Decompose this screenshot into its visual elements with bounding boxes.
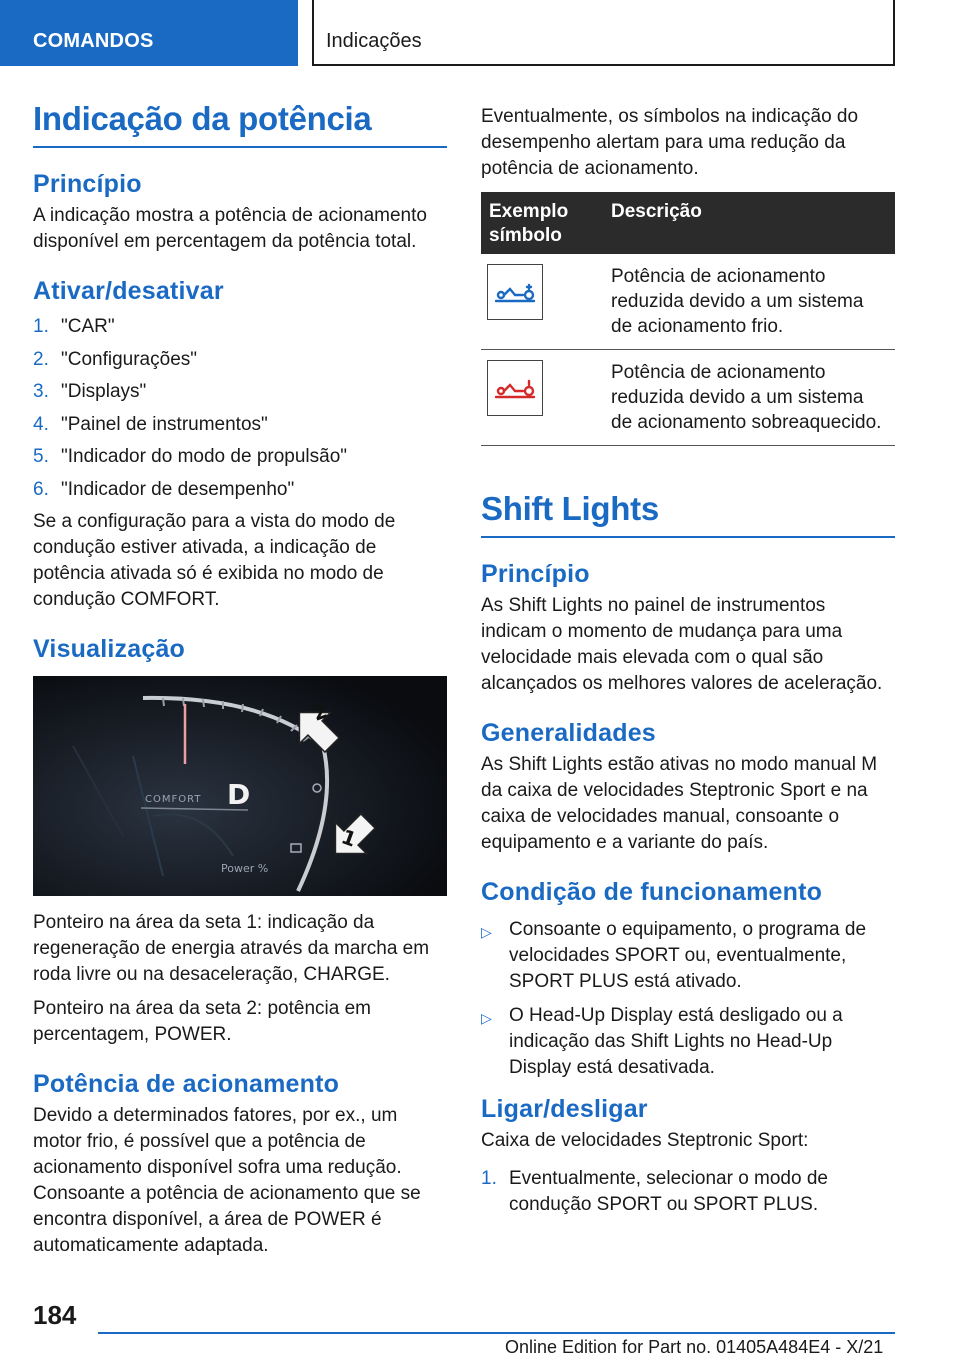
- list-item: [33, 314, 447, 340]
- right-column: [481, 104, 895, 1225]
- table-row: [481, 350, 895, 446]
- drivetrain-overheat-icon: [487, 360, 543, 416]
- visual-text-1: Ponteiro na área da seta 1: indicação da regeneração de energia através da marcha em roda livre ou na desaceleração, CHARGE.: [33, 912, 430, 985]
- ligar-text: Caixa de velocidades Steptronic Sport:: [481, 1130, 809, 1151]
- footer-edition: Online Edition for Part no. 01405A484E4 - X/21: [505, 1337, 884, 1357]
- step-number: 1.: [481, 1168, 497, 1189]
- ligar-heading: Ligar/desligar: [481, 1095, 648, 1123]
- step-number: 1.: [33, 316, 49, 337]
- left-column: [33, 100, 447, 1267]
- list-item: [481, 1166, 895, 1218]
- general-heading: Generalidades: [481, 719, 656, 747]
- list-item: [33, 379, 447, 405]
- table-cell-icon: [481, 350, 603, 446]
- page-title: Indicação da potência: [33, 100, 447, 148]
- step-text: "Configurações": [61, 348, 198, 370]
- principio-text: A indicação mostra a potência de acionamento disponível em percentagem da potência total.: [33, 205, 427, 252]
- triangle-bullet-icon: ▷: [481, 1010, 492, 1026]
- cond-list: [481, 917, 895, 1081]
- visual-heading: Visualização: [33, 635, 186, 663]
- ligar-steps: [481, 1166, 895, 1218]
- arrow-2-label: 2: [309, 698, 331, 726]
- table-cell-description: Potência de acionamento reduzida devido a um sistema de acionamento sobreaquecido.: [603, 350, 895, 446]
- chapter-tab: [312, 0, 895, 66]
- visual-text-2: Ponteiro na área da seta 2: potência em percentagem, POWER.: [33, 998, 372, 1045]
- principio-text-2: As Shift Lights no painel de instrumentos indicam o momento de mudança para uma velocidade mais elevada com o qual são alcançados os melhores valores de aceleração.: [481, 595, 883, 694]
- principio-heading: Princípio: [33, 170, 142, 198]
- table-header-row: [481, 192, 895, 254]
- list-item: [481, 1003, 895, 1081]
- list-item: [481, 917, 895, 995]
- section-tab: [0, 0, 298, 66]
- drivetrain-cold-icon: [487, 264, 543, 320]
- step-number: 6.: [33, 478, 49, 500]
- list-item: [33, 444, 447, 470]
- cond-heading: Condição de funcionamento: [481, 878, 823, 906]
- table-header-description: Descrição: [603, 192, 895, 254]
- step-number: 3.: [33, 381, 49, 402]
- step-text: "Displays": [61, 381, 147, 402]
- potencia-heading: Potência de acionamento: [33, 1070, 340, 1098]
- section-label: COMANDOS: [33, 30, 154, 52]
- mode-label: COMFORT: [145, 794, 202, 805]
- ativar-steps: [33, 314, 447, 503]
- step-number: 2.: [33, 348, 49, 370]
- instrument-cluster-image: [33, 676, 447, 896]
- table-header-example: Exemplo símbolo: [481, 192, 603, 254]
- footer-divider: [98, 1332, 895, 1334]
- step-text: "CAR": [61, 316, 115, 337]
- step-text: "Painel de instrumentos": [61, 413, 268, 435]
- gear-indicator: D: [227, 778, 251, 811]
- step-number: 5.: [33, 446, 49, 467]
- step-text: "Indicador do modo de propulsão": [61, 446, 348, 467]
- step-text: Eventualmente, selecionar o modo de condução SPORT ou SPORT PLUS.: [509, 1168, 828, 1215]
- ativar-note: Se a configuração para a vista do modo de condução estiver ativada, a indicação de potência ativada só é exibida no modo de condução COMFORT.: [33, 511, 396, 610]
- list-item: [33, 477, 447, 503]
- general-text: As Shift Lights estão ativas no modo manual M da caixa de velocidades Steptronic Sport e na caixa de velocidades manual, consoante o equipamento e a variante do país.: [481, 754, 878, 853]
- list-item-text: O Head-Up Display está desligado ou a indicação das Shift Lights no Head-Up Display está desativada.: [509, 1005, 843, 1078]
- list-item-text: Consoante o equipamento, o programa de velocidades SPORT ou, eventualmente, SPORT PLUS está ativado.: [509, 919, 867, 992]
- chapter-label: Indicações: [326, 30, 422, 52]
- arrow-1-label: 1: [338, 824, 360, 852]
- intro-text: Eventualmente, os símbolos na indicação do desempenho alertam para uma redução da potência de acionamento.: [481, 106, 859, 179]
- table-row: [481, 254, 895, 350]
- page-number: 184: [33, 1300, 77, 1330]
- shift-lights-title: Shift Lights: [481, 490, 895, 538]
- list-item: [33, 347, 447, 373]
- potencia-text: Devido a determinados fatores, por ex., um motor frio, é possível que a potência de acionamento disponível sofra uma redução. Consoante a potência de acionamento que se encontra disponível, a área de POWER é automaticamente adaptada.: [33, 1105, 421, 1256]
- ativar-heading: Ativar/desativar: [33, 277, 224, 305]
- step-text: "Indicador de desempenho": [61, 478, 295, 500]
- power-label: Power %: [221, 862, 269, 875]
- principio-heading-2: Princípio: [481, 560, 590, 588]
- triangle-bullet-icon: ▷: [481, 924, 492, 940]
- table-cell-description: Potência de acionamento reduzida devido a um sistema de acionamento frio.: [603, 254, 895, 350]
- table-cell-icon: [481, 254, 603, 350]
- step-number: 4.: [33, 413, 49, 435]
- list-item: [33, 412, 447, 438]
- symbol-table: [481, 192, 895, 446]
